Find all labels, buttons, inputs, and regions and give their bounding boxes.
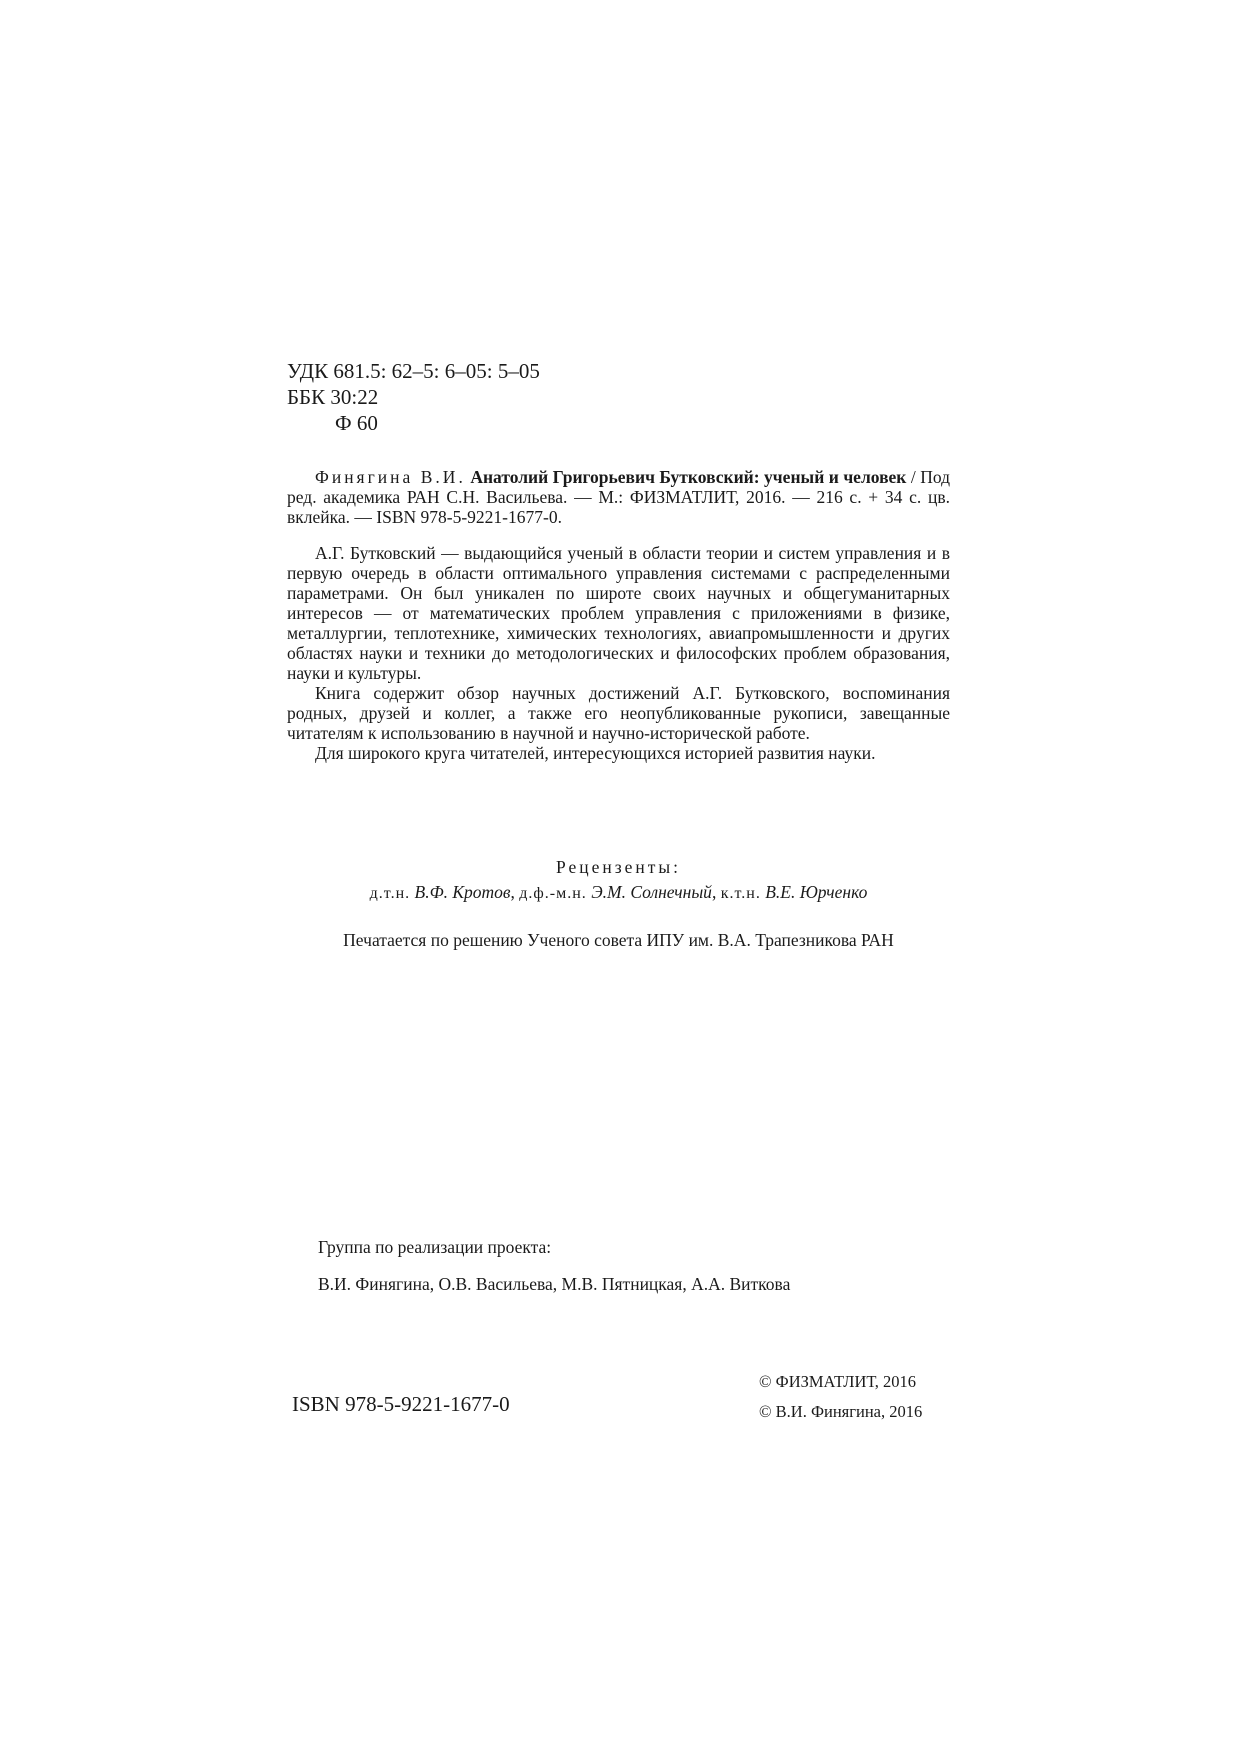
approval-note: Печатается по решению Ученого совета ИПУ им. В.А. Трапезникова РАН [343, 930, 894, 950]
bibliographic-record [287, 467, 950, 527]
copyright-publisher: © ФИЗМАТЛИТ, 2016 [759, 1372, 917, 1391]
bbk-code: ББК 30:22 [287, 385, 379, 409]
reviewer-3-degree: к.т.н. [720, 885, 761, 902]
book-details: / Под ред. академика РАН С.Н. Васильева. — М.: ФИЗМАТЛИТ, 2016. — 216 с. + 34 с. цв. вклейка. — ISBN 978-5-9221-1677-0. [287, 467, 951, 527]
isbn: ISBN 978-5-9221-1677-0 [292, 1392, 510, 1416]
udk-code: УДК 681.5: 62–5: 6–05: 5–05 [287, 359, 540, 383]
copyright-block [759, 1367, 922, 1427]
book-author: Финягина В.И. [315, 467, 466, 487]
annotation [287, 543, 950, 763]
project-group-heading: Группа по реализации проекта: [318, 1237, 552, 1257]
author-mark: Ф 60 [335, 411, 378, 435]
annotation-paragraph-2: Книга содержит обзор научных достижений А.Г. Бутковского, воспоминания родных, друзей и коллег, а также его неопубликованные рукописи, завещанные читателям к использованию в научной и научно-исторической работе. [287, 683, 950, 743]
annotation-paragraph-1: А.Г. Бутковский — выдающийся ученый в области теории и систем управления и в первую очередь в области оптимального управления системами с распределенными параметрами. Он был уникален по широте своих научных и общегуманитарных интересов — от математических проблем управления с приложениями в физике, металлургии, теплотехнике, химических технологиях, авиапромышленности и других областях науки и техники до методологических и философских проблем образования, науки и культуры. [287, 543, 950, 683]
reviewer-3-name: В.Е. Юрченко [765, 882, 868, 902]
reviewer-2-name: Э.М. Солнечный [591, 882, 712, 902]
classification-block [287, 358, 540, 436]
reviewer-2-degree: д.ф.-м.н. [519, 885, 587, 902]
copyright-author: © В.И. Финягина, 2016 [759, 1402, 923, 1421]
reviewer-1-name: В.Ф. Кротов [414, 882, 511, 902]
reviewers-heading: Рецензенты: [555, 857, 682, 877]
annotation-paragraph-3: Для широкого круга читателей, интересующихся историей развития науки. [315, 743, 876, 763]
reviewer-1-degree: д.т.н. [369, 885, 411, 902]
reviewers-block [287, 857, 950, 903]
book-title: Анатолий Григорьевич Бутковский: ученый и человек [470, 467, 907, 487]
reviewers-list: д.т.н. В.Ф. Кротов, д.ф.-м.н. Э.М. Солнечный, к.т.н. В.Е. Юрченко [369, 882, 868, 902]
project-group-members: В.И. Финягина, О.В. Васильева, М.В. Пятницкая, А.А. Виткова [318, 1274, 791, 1294]
